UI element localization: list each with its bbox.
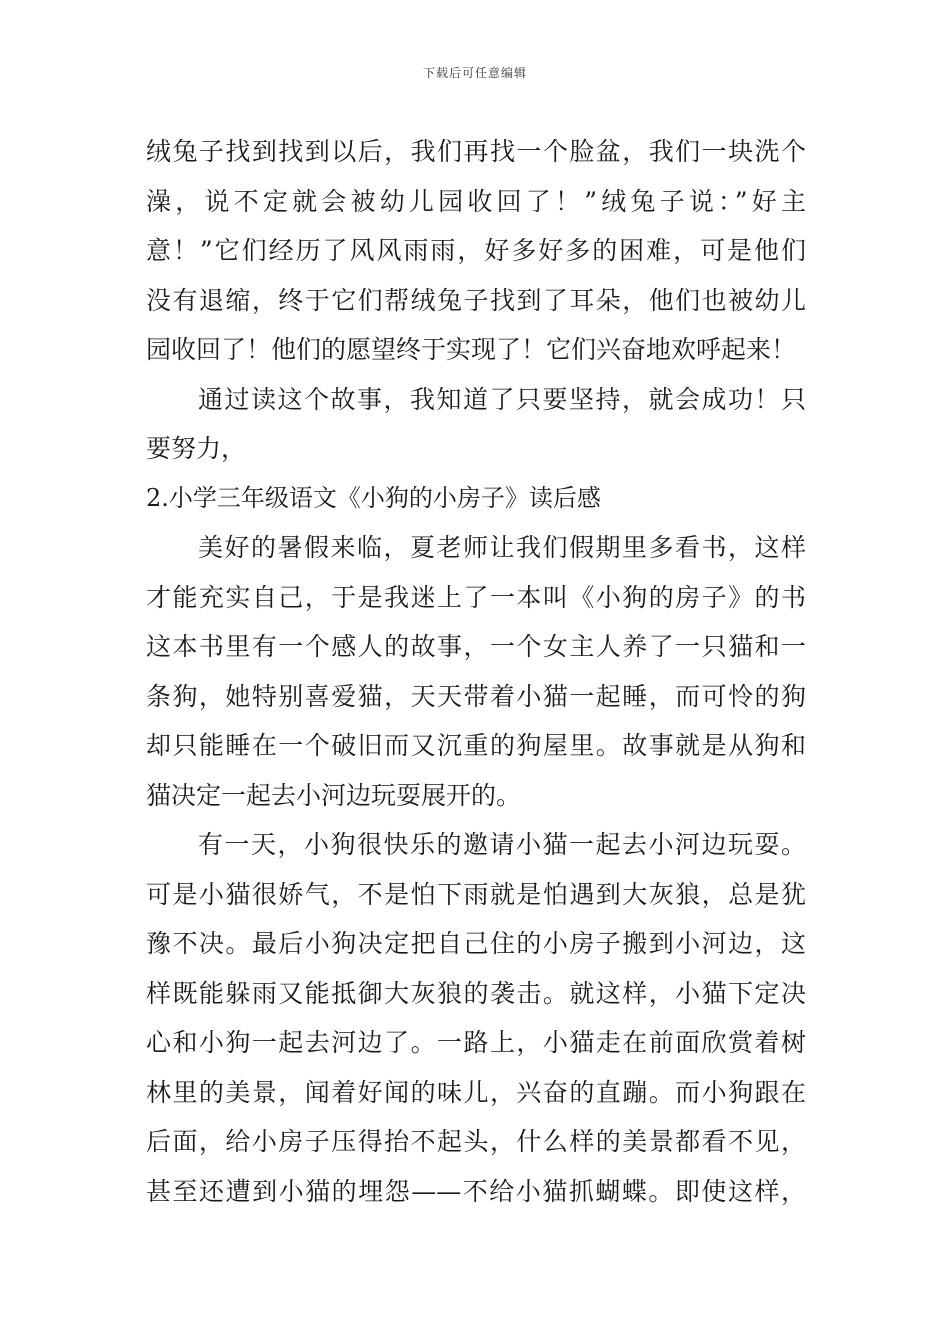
text-line: 林里的美景，闻着好闻的味儿，兴奋的直蹦。而小狗跟在 (146, 1077, 806, 1107)
text-line: 才能充实自己，于是我迷上了一本叫《小狗的房子》的书 (146, 582, 806, 612)
text-line: 没有退缩，终于它们帮绒兔子找到了耳朵，他们也被幼儿 (146, 285, 806, 315)
text-line: 这本书里有一个感人的故事，一个女主人养了一只猫和一 (146, 632, 806, 661)
text-line: 可是小猫很娇气，不是怕下雨就是怕遇到大灰狼，总是犹 (146, 879, 806, 909)
paragraph-first-line: 美好的暑假来临，夏老师让我们假期里多看书，这样 (198, 533, 806, 562)
text-line: 澡，说不定就会被幼儿园收回了！”绒兔子说：”好主 (146, 186, 806, 216)
text-line: 心和小狗一起去河边了。一路上，小猫走在前面欣赏着树 (146, 1028, 806, 1057)
text-line: 甚至还遭到小猫的埋怨——不给小猫抓蝴蝶。即使这样， (146, 1176, 806, 1206)
paragraph-first-line: 有一天，小狗很快乐的邀请小猫一起去小河边玩耍。 (198, 830, 806, 859)
text-line: 要努力， (146, 434, 247, 463)
document-body (146, 127, 806, 1216)
paragraph-first-line: 通过读这个故事，我知道了只要坚持，就会成功！只 (198, 384, 806, 414)
text-line: 园收回了！他们的愿望终于实现了！它们兴奋地欢呼起来！ (146, 335, 797, 364)
text-line: 绒兔子找到找到以后，我们再找一个脸盆，我们一块洗个 (146, 137, 806, 166)
text-line: 样既能躲雨又能抵御大灰狼的袭击。就这样，小猫下定决 (146, 978, 806, 1008)
text-line: 后面，给小房子压得抬不起头，什么样的美景都看不见， (146, 1127, 806, 1156)
text-line: 意！”它们经历了风风雨雨，好多好多的困难，可是他们 (146, 236, 806, 265)
section-heading: 2.小学三年级语文《小狗的小房子》读后感 (146, 483, 601, 512)
text-line: 条狗，她特别喜爱猫，天天带着小猫一起睡，而可怜的狗 (146, 681, 806, 711)
text-line: 却只能睡在一个破旧而又沉重的狗屋里。故事就是从狗和 (146, 731, 806, 760)
text-line: 猫决定一起去小河边玩耍展开的。 (146, 780, 522, 810)
page-header: 下载后可任意编辑 (422, 66, 527, 80)
text-line: 豫不决。最后小狗决定把自己住的小房子搬到小河边，这 (146, 929, 806, 958)
